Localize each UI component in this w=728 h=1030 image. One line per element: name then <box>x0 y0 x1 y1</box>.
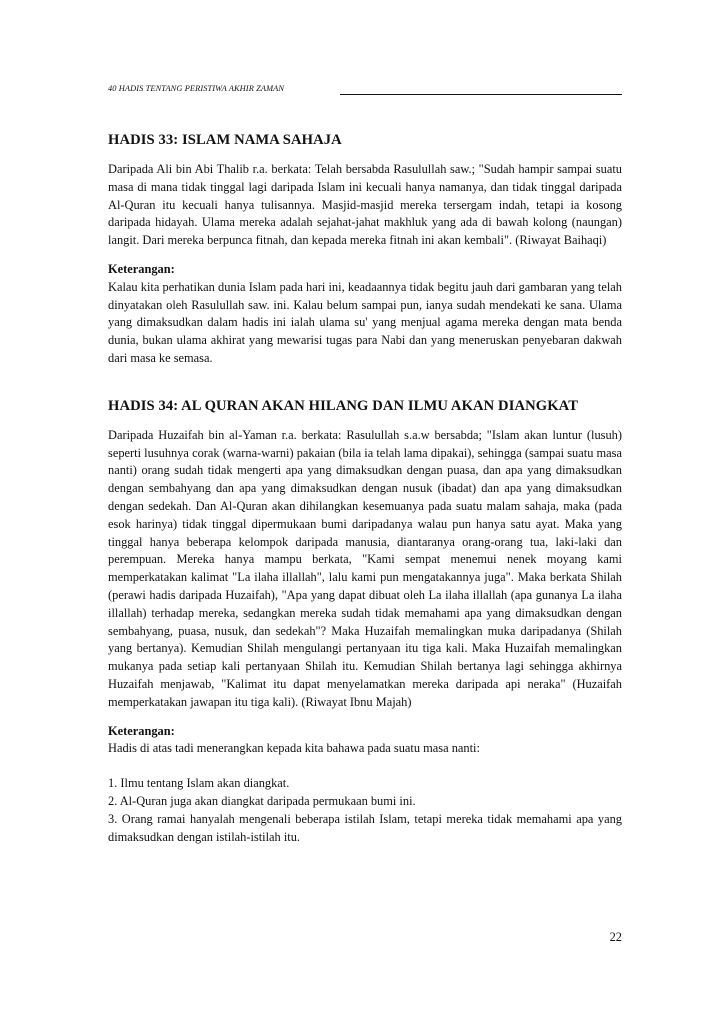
explanation-label: Keterangan: <box>108 261 175 276</box>
hadith-text: Daripada Huzaifah bin al-Yaman r.a. berkata: Rasulullah s.a.w bersabda; "Islam akan luntur (lusuh) seperti lusuhnya corak (warna-warni) pakaian (bila ia telah lama dipakai), sehingga (sampai suatu masa nanti) orang sudah tidak mengerti apa yang dimaksudkan dengan puasa, dan apa yang dimaksudkan dengan sembahyang dan apa yang dimaksudkan dengan nusuk (ibadat) dan apa yang dimaksudkan dengan sedekah. Dan Al-Quran akan dihilangkan kesemuanya pada suatu malam sahaja, maka (pada esok harinya) tidak tinggal dipermukaan bumi daripadanya walau pun hanya satu ayat. Maka yang tinggal hanya beberapa kelompok daripada manusia, diantaranya orang-orang tua, laki-laki dan perempuan. Mereka hanya mampu berkata, "Kami sempat menemui nenek moyang kami memperkatakan kalimat "La ilaha illallah", lalu kami pun mengatakannya juga". Maka berkata Shilah (perawi hadis daripada Huzaifah), "Apa yang dapat dibuat oleh La ilaha illallah (apa gunanya La ilaha illallah) terhadap mereka, sedangkan mereka sudah tidak memahami apa yang dimaksudkan dengan sembahyang, puasa, nusuk, dan sedekah"? Maka Huzaifah memalingkan muka daripadanya (Shilah yang bertanya). Kemudian Shilah mengulangi pertanyaan itu tiga kali. Maka Huzaifah memalingkan mukanya pada setiap kali pertanyaan Shilah itu. Kemudian Shilah bertanya lagi sehingga akhirnya Huzaifah menjawab, "Kalimat itu dapat menyelamatkan mereka daripada api neraka" (Huzaifah memperkatakan jawapan itu tiga kali). (Riwayat Ibnu Majah) <box>108 427 622 709</box>
hadith-33-section <box>108 132 622 368</box>
list-item: 1. Ilmu tentang Islam akan diangkat. <box>108 776 290 791</box>
list-item: 2. Al-Quran juga akan diangkat daripada permukaan bumi ini. <box>108 793 416 808</box>
explanation-block <box>108 261 622 368</box>
running-header <box>108 84 622 96</box>
explanation-label: Keterangan: <box>108 723 175 738</box>
hadith-text: Daripada Ali bin Abi Thalib r.a. berkata: Telah bersabda Rasulullah saw.; "Sudah hampir sampai suatu masa di mana tidak tinggal lagi daripada Islam ini kecuali hanya namanya, dan tidak tinggal daripada Al-Quran itu kecuali hanya tulisannya. Masjid-masjid mereka tersergam indah, tetapi ia kosong daripada hidayah. Ulama mereka adalah sejahat-jahat makhluk yang ada di bawah kolong (naungan) langit. Dari mereka berpunca fitnah, dan kepada mereka fitnah ini akan kembali". (Riwayat Baihaqi) <box>108 162 622 248</box>
document-page <box>108 84 622 846</box>
explanation-text: Hadis di atas tadi menerangkan kepada kita bahawa pada suatu masa nanti: <box>108 741 480 756</box>
section-heading: HADIS 33: ISLAM NAMA SAHAJA <box>108 132 342 148</box>
explanation-text: Kalau kita perhatikan dunia Islam pada hari ini, keadaannya tidak begitu jauh dari gambaran yang telah dinyatakan oleh Rasulullah saw. ini. Kalau belum sampai pun, ianya sudah mendekati ke sana. Ulama yang dimaksudkan dalam hadis ini ialah ulama su' yang menjual agama mereka dengan mata benda dunia, bukan ulama akhirat yang mewarisi tugas para Nabi dan yang meneruskan penyebaran dakwah dari masa ke semasa. <box>108 279 622 365</box>
header-rule <box>340 94 622 95</box>
section-heading: HADIS 34: AL QURAN AKAN HILANG DAN ILMU AKAN DIANGKAT <box>108 397 579 414</box>
explanation-block <box>108 723 622 847</box>
list-item: 3. Orang ramai hanyalah mengenali beberapa istilah Islam, tetapi mereka tidak memahami apa yang dimaksudkan dengan istilah-istilah itu. <box>108 811 622 844</box>
explanation-list <box>108 775 622 846</box>
running-title: 40 HADIS TENTANG PERISTIWA AKHIR ZAMAN <box>108 84 285 93</box>
hadith-34-section <box>108 398 622 847</box>
page-number: 22 <box>609 930 622 944</box>
